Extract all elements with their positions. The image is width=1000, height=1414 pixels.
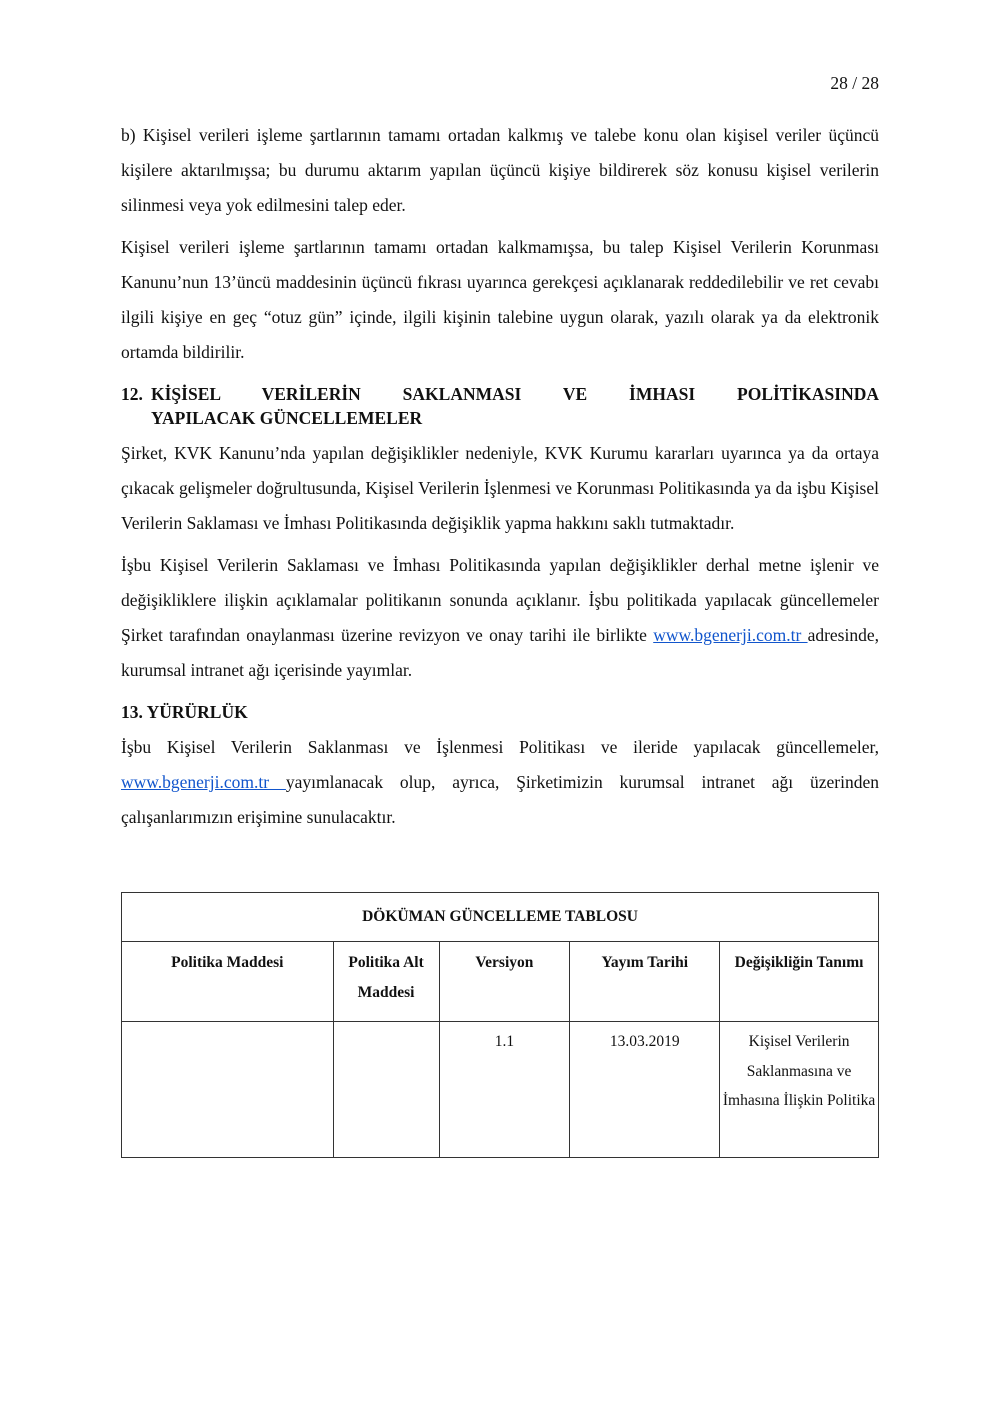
section-12-title [151, 382, 879, 430]
table-title: DÖKÜMAN GÜNCELLEME TABLOSU [122, 893, 879, 942]
section-13-heading: 13. YÜRÜRLÜK [121, 702, 248, 722]
section-12-paragraph-2 [121, 548, 879, 688]
website-link[interactable]: www.bgenerji.com.tr [121, 772, 286, 792]
table-row [122, 1022, 879, 1158]
section-12-title-line2: YAPILACAK GÜNCELLEMELER [151, 408, 423, 428]
table-header-row [122, 942, 879, 1022]
section-12-title-line1: KİŞİSEL VERİLERİN SAKLANMASI VE İMHASI POLİTİKASINDA [151, 384, 879, 404]
document-update-table [121, 892, 879, 1158]
cell-policy-sub-article [333, 1022, 439, 1158]
page-number: 28 / 28 [830, 73, 879, 93]
paragraph-rejection: Kişisel verileri işleme şartlarının tamamı ortadan kalkmamışsa, bu talep Kişisel Verilerin Korunması Kanunu’nun 13’üncü maddesinin üçüncü fıkrası uyarınca gerekçesi açıklanarak reddedilebilir ve ret cevabı ilgili kişiye en geç “otuz gün” içinde, ilgili kişinin talebine uygun olarak, yazılı olarak ya da elektronik ortamda bildirilir. [121, 237, 879, 362]
section-12-number: 12. [121, 384, 143, 404]
website-link[interactable]: www.bgenerji.com.tr [653, 625, 808, 645]
header-change-description: Değişikliğin Tanımı [720, 942, 879, 1022]
header-version: Versiyon [439, 942, 570, 1022]
section-13-text-end: yayımlanacak olup, ayrıca, Şirketimizin kurumsal intranet ağı üzerinden çalışanlarımızın erişimine sunulacaktır. [121, 772, 880, 827]
document-body [121, 118, 879, 842]
cell-version: 1.1 [439, 1022, 570, 1158]
section-13-text: İşbu Kişisel Verilerin Saklanması ve İşlenmesi Politikası ve ileride yapılacak güncellemeler, [121, 737, 879, 757]
header-policy-sub-article: Politika Alt Maddesi [333, 942, 439, 1022]
section-12-p2-text-end: adresinde, kurumsal intranet ağı içerisinde yayımlar. [121, 625, 879, 680]
section-12-paragraph-1: Şirket, KVK Kanunu’nda yapılan değişiklikler nedeniyle, KVK Kurumu kararları uyarınca ya da ortaya çıkacak gelişmeler doğrultusunda, Kişisel Verilerin İşlenmesi ve Korunması Politikasında ya da işbu Kişisel Verilerin Saklaması ve İmhası Politikasında değişiklik yapma hakkını saklı tutmaktadır. [121, 443, 879, 533]
section-13-paragraph [121, 730, 879, 835]
header-policy-article: Politika Maddesi [122, 942, 334, 1022]
section-12-heading [121, 382, 879, 430]
cell-policy-article [122, 1022, 334, 1158]
cell-change-description: Kişisel Verilerin Saklanmasına ve İmhasına İlişkin Politika [720, 1022, 879, 1158]
paragraph-b: b) Kişisel verileri işleme şartlarının tamamı ortadan kalkmış ve talebe konu olan kişisel veriler üçüncü kişilere aktarılmışsa; bu durumu aktarım yapılan üçüncü kişiye bildirerek söz konusu kişisel verilerin silinmesi veya yok edilmesini talep eder. [121, 125, 879, 215]
header-publish-date: Yayım Tarihi [570, 942, 720, 1022]
section-12-p2-text: İşbu Kişisel Verilerin Saklaması ve İmhası Politikasında yapılan değişiklikler derhal metne işlenir ve değişikliklere ilişkin açıklamalar politikanın sonunda açıklanır. İşbu politikada yapılacak güncellemeler Şirket tarafından onaylanması üzerine revizyon ve onay tarihi ile birlikte [121, 555, 879, 645]
cell-publish-date: 13.03.2019 [570, 1022, 720, 1158]
